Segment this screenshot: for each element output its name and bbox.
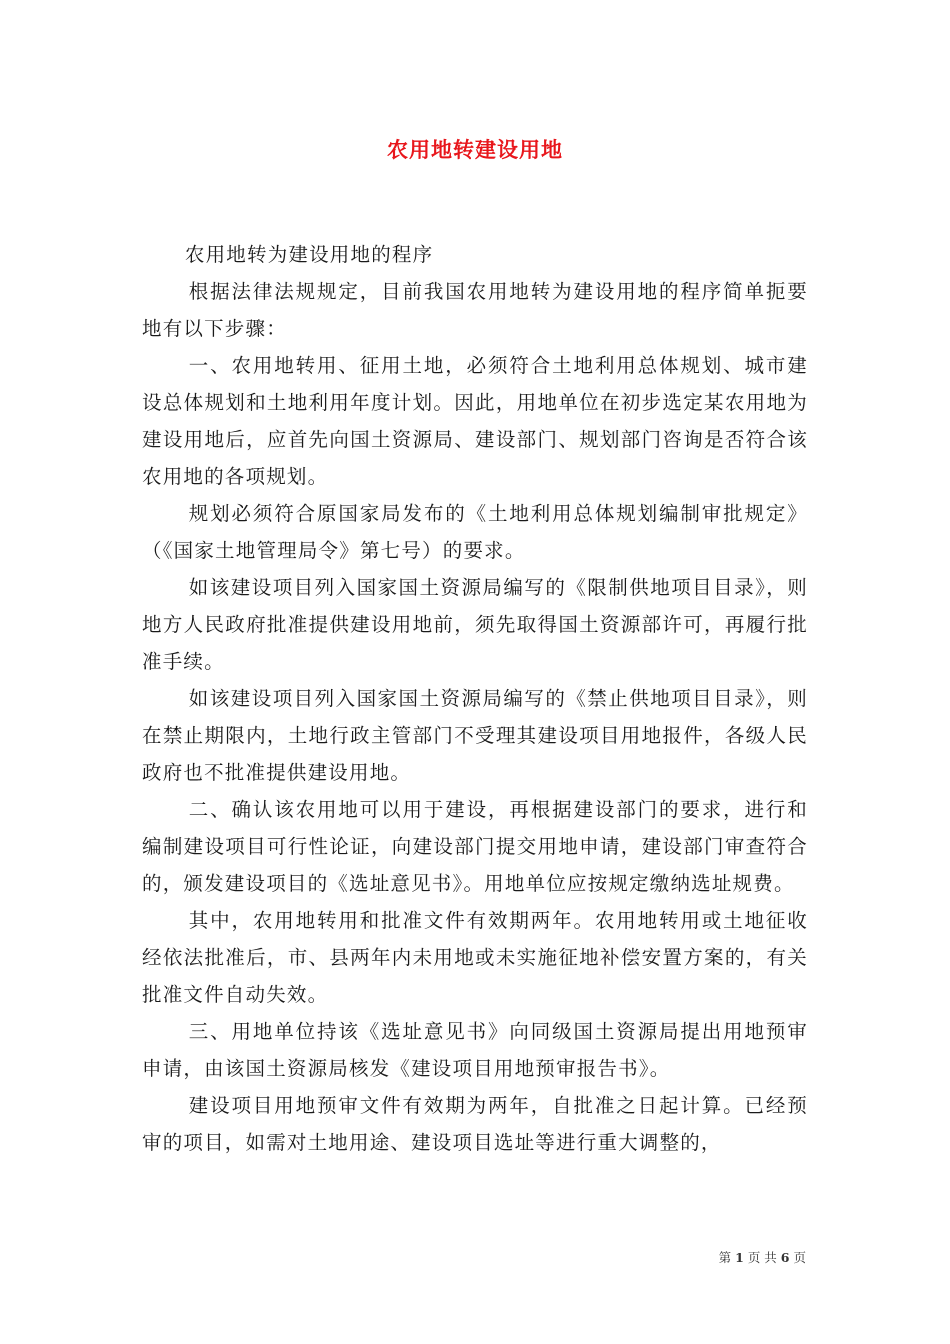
- document-body: [142, 236, 808, 1161]
- paragraph-intro: 根据法律法规规定，目前我国农用地转为建设用地的程序简单扼要地有以下步骤：: [142, 280, 808, 340]
- paragraph-step-1: 一、农用地转用、征用土地，必须符合土地利用总体规划、城市建设总体规划和土地利用年度计划。因此，用地单位在初步选定某农用地为建设用地后，应首先向国土资源局、建设部门、规划部门咨询是否符合该农用地的各项规划。: [142, 354, 808, 488]
- paragraph-prohibited-list: 如该建设项目列入国家国土资源局编写的《禁止供地项目目录》，则在禁止期限内，土地行政主管部门不受理其建设项目用地报件，各级人民政府也不批准提供建设用地。: [142, 687, 808, 784]
- document-title: 农用地转建设用地: [387, 137, 563, 162]
- paragraph-restricted-list: 如该建设项目列入国家国土资源局编写的《限制供地项目目录》，则地方人民政府批准提供建设用地前，须先取得国土资源部许可，再履行批准手续。: [142, 576, 808, 673]
- paragraph-step-3: 三、用地单位持该《选址意见书》向同级国土资源局提出用地预审申请，由该国土资源局核发《建设项目用地预审报告书》。: [142, 1020, 808, 1080]
- page-footer: [0, 1248, 806, 1266]
- paragraph-step-2: 二、确认该农用地可以用于建设，再根据建设部门的要求，进行和编制建设项目可行性论证，向建设部门提交用地申请，建设部门审查符合的，颁发建设项目的《选址意见书》。用地单位应按规定缴纳选址规费。: [142, 798, 808, 895]
- footer-prefix: 第: [718, 1250, 732, 1265]
- paragraph-validity: 其中，农用地转用和批准文件有效期两年。农用地转用或土地征收经依法批准后，市、县两年内未用地或未实施征地补偿安置方案的，有关批准文件自动失效。: [142, 909, 808, 1006]
- footer-page-number: 1: [735, 1250, 744, 1265]
- footer-suffix: 页: [793, 1250, 806, 1265]
- paragraph-planning-rule: 规划必须符合原国家局发布的《土地利用总体规划编制审批规定》（《国家土地管理局令》第七号）的要求。: [142, 502, 808, 562]
- footer-middle: 页 共: [747, 1250, 777, 1265]
- footer-total-pages: 6: [780, 1250, 790, 1265]
- paragraph-preapproval-validity: 建设项目用地预审文件有效期为两年，自批准之日起计算。已经预审的项目，如需对土地用途、建设项目选址等进行重大调整的，: [142, 1094, 808, 1154]
- section-subheading: 农用地转为建设用地的程序: [184, 243, 434, 266]
